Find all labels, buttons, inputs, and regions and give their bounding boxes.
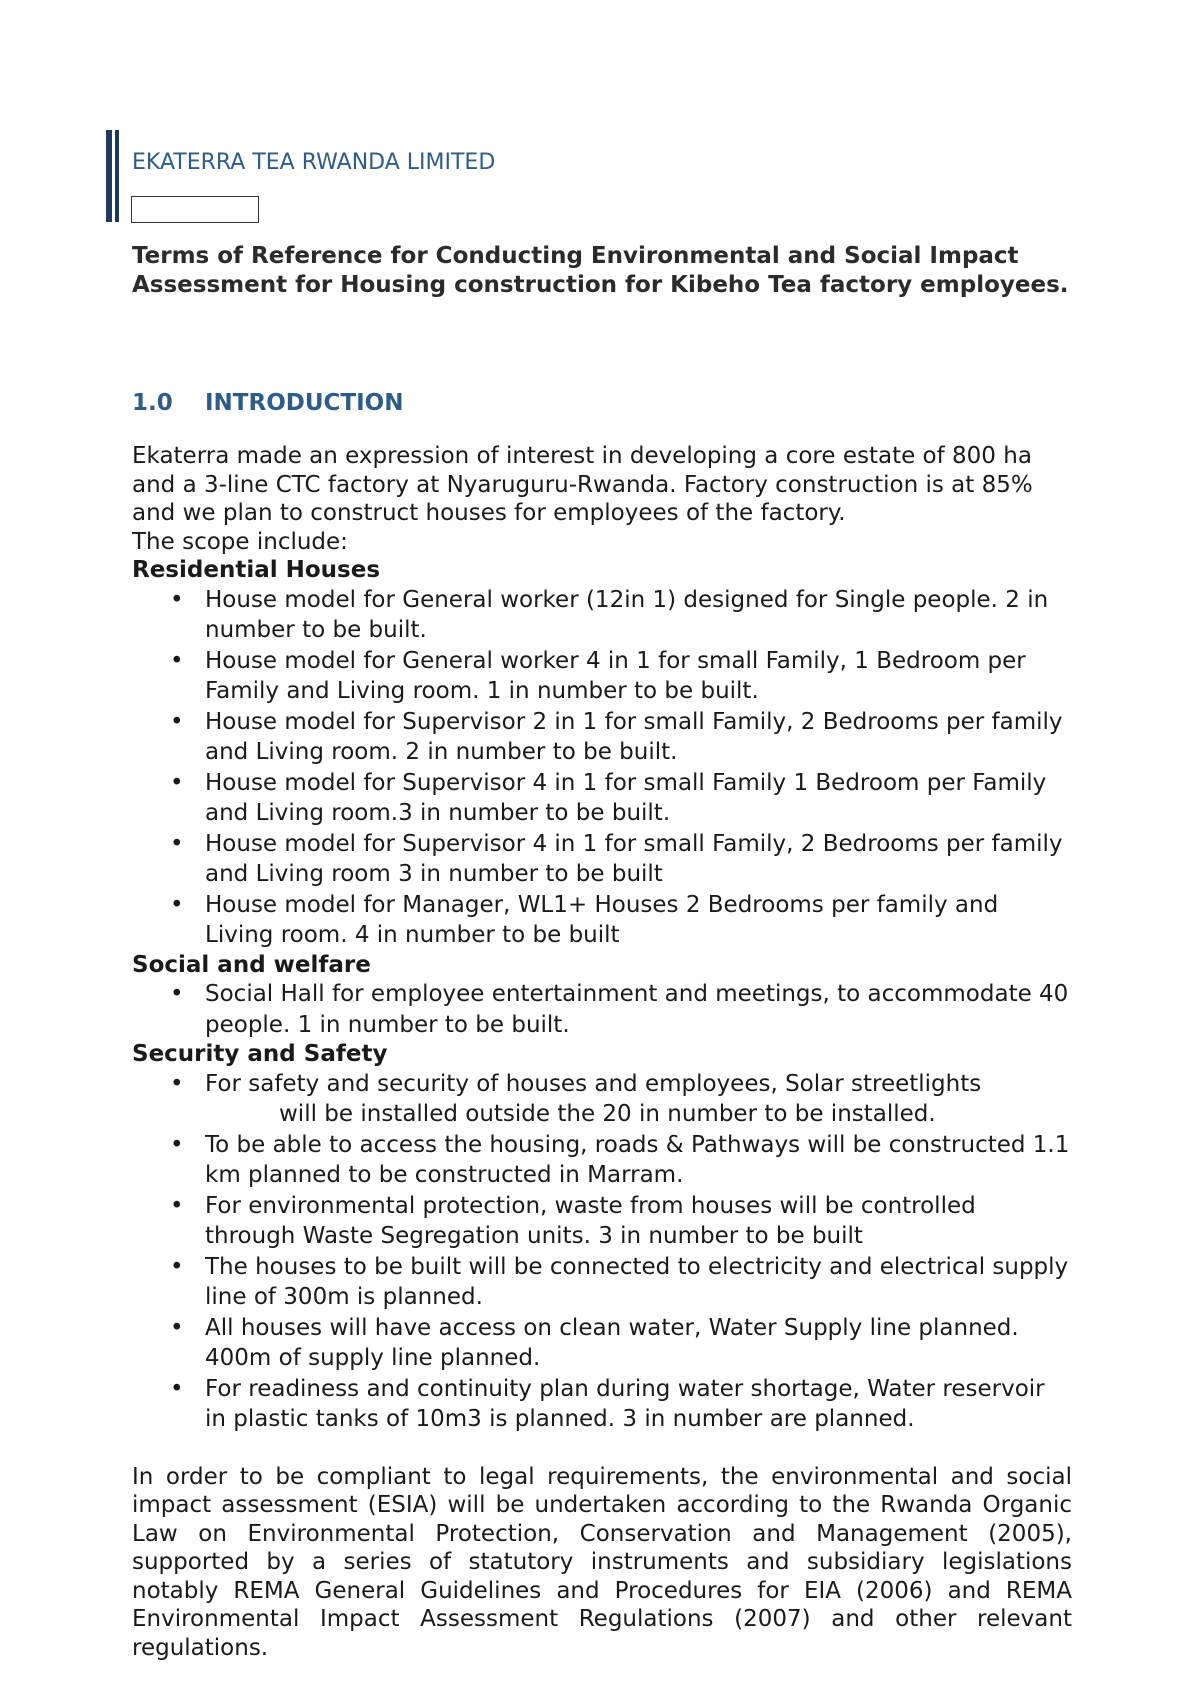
- list-item: • The houses to be built will be connected to electricity and electrical supply line of 300m is planned.: [132, 1252, 1072, 1313]
- list-item: • House model for Supervisor 4 in 1 for small Family 1 Bedroom per Family and Living room.3 in number to be built.: [132, 768, 1072, 829]
- empty-field-box: [131, 196, 259, 223]
- list-item: • House model for Manager, WL1+ Houses 2 Bedrooms per family and Living room. 4 in number to be built: [132, 890, 1072, 951]
- list-item: • House model for Supervisor 4 in 1 for small Family, 2 Bedrooms per family and Living room 3 in number to be built: [132, 829, 1072, 890]
- accent-bar-thin: [115, 130, 119, 222]
- header-accent-bars: [106, 130, 120, 222]
- scope-line: The scope include:: [132, 528, 348, 555]
- accent-bar-thick: [106, 130, 112, 222]
- company-name: EKATERRA TEA RWANDA LIMITED: [132, 150, 496, 175]
- list-item: • All houses will have access on clean water, Water Supply line planned. 400m of supply line planned.: [132, 1313, 1072, 1374]
- document-body: [132, 442, 1072, 1662]
- closing-paragraph: In order to be compliant to legal requirements, the environmental and social impact assessment (ESIA) will be undertaken according to the Rwanda Organic Law on Environmental Protection, Conservation and Management (2005), supported by a series of statutory instruments and subsidiary legislations notably REMA General Guidelines and Procedures for EIA (2006) and REMA Environmental Impact Assessment Regulations (2007) and other relevant regulations.: [132, 1463, 1072, 1661]
- security-list: [132, 1069, 1072, 1435]
- list-item: • House model for Supervisor 2 in 1 for small Family, 2 Bedrooms per family and Living room. 2 in number to be built.: [132, 707, 1072, 768]
- list-item: • House model for General worker (12in 1) designed for Single people. 2 in number to be built.: [132, 585, 1072, 646]
- list-item-line-indented: will be installed outside the 20 in number to be installed.: [279, 1101, 936, 1127]
- document-title: Terms of Reference for Conducting Environmental and Social Impact Assessment for Housing construction for Kibeho Tea factory employees.: [132, 243, 1069, 298]
- security-heading: Security and Safety: [132, 1041, 388, 1067]
- list-item: • House model for General worker 4 in 1 for small Family, 1 Bedroom per Family and Living room. 1 in number to be built.: [132, 646, 1072, 707]
- section-number: 1.0: [132, 390, 173, 416]
- residential-list: [132, 585, 1072, 951]
- social-list: [132, 979, 1072, 1040]
- spacer: [132, 1435, 1072, 1463]
- list-item: • To be able to access the housing, roads & Pathways will be constructed 1.1 km planned to be constructed in Marram.: [132, 1130, 1072, 1191]
- list-item: [132, 1069, 1072, 1130]
- list-item: • Social Hall for employee entertainment and meetings, to accommodate 40 people. 1 in number to be built.: [132, 979, 1072, 1040]
- residential-heading: Residential Houses: [132, 557, 381, 583]
- list-item: • For environmental protection, waste from houses will be controlled through Waste Segregation units. 3 in number to be built: [132, 1191, 1072, 1252]
- intro-paragraph: Ekaterra made an expression of interest in developing a core estate of 800 ha and a 3-line CTC factory at Nyaruguru-Rwanda. Factory construction is at 85% and we plan to construct houses for employees of the factory.: [132, 443, 1033, 526]
- section-title: INTRODUCTION: [205, 390, 404, 416]
- social-heading: Social and welfare: [132, 951, 371, 978]
- list-item-line: For safety and security of houses and employees, Solar streetlights: [205, 1070, 982, 1097]
- section-heading: [132, 390, 403, 416]
- list-item: • For readiness and continuity plan during water shortage, Water reservoir in plastic tanks of 10m3 is planned. 3 in number are planned.: [132, 1374, 1072, 1435]
